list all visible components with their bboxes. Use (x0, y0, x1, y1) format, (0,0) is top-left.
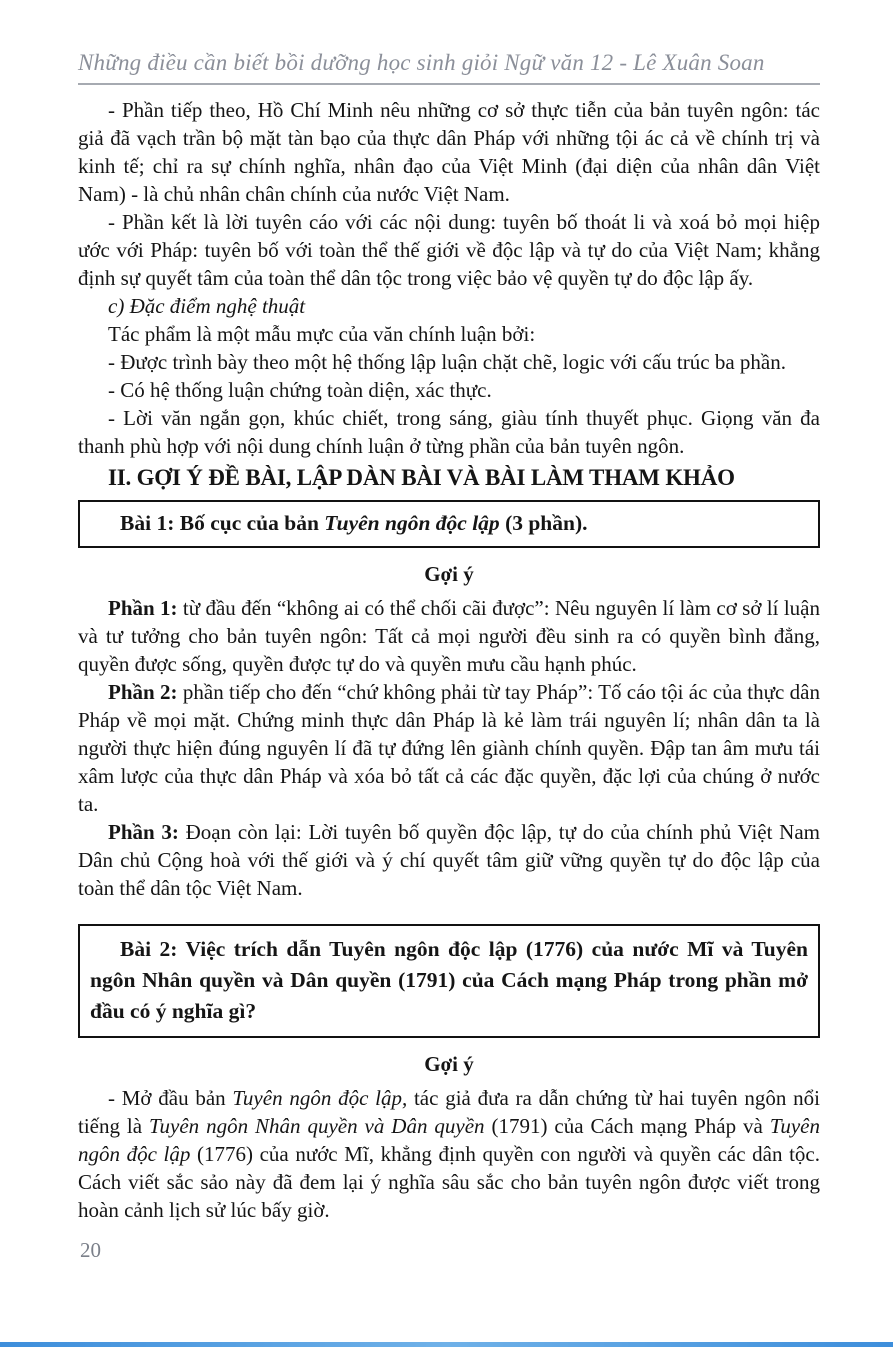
bullet-style: - Lời văn ngắn gọn, khúc chiết, trong sáng, giàu tính thuyết phục. Giọng văn đa thanh phù hợp với nội dung chính luận ở từng phần của bản tuyên ngôn. (78, 406, 820, 458)
paragraph-intro-line: Tác phẩm là một mẫu mực của văn chính luận bởi: (108, 322, 536, 346)
part-2-lead: Phần 2: (108, 680, 178, 704)
part-2-body: phần tiếp cho đến “chứ không phải từ tay Pháp”: Tố cáo tội ác của thực dân Pháp về mọi mặt. Chứng minh thực dân Pháp là kẻ làm trái nguyên lí; nhân dân ta là người thực hiện đúng nguyên lí đã tự đứng lên giành chính quyền. Đập tan âm mưu tái xâm lược của thực dân Pháp và xóa bỏ tất cả các đặc quyền, đặc lợi của chúng ở nước ta. (78, 680, 820, 816)
answer-2-run-7: (1776) của nước Mĩ, khẳng định quyền con người và quyền các dân tộc. Cách viết sắc sảo này đã đem lại ý nghĩa sâu sắc cho bản tuyên ngôn được viết trong hoàn cảnh lịch sử lúc bấy giờ. (78, 1142, 821, 1222)
part-1-body: từ đầu đến “không ai có thể chối cãi được”: Nêu nguyên lí làm cơ sở lí luận và tư tưởng cho bản tuyên ngôn: Tất cả mọi người đều sinh ra có quyền bình đẳng, quyền được sống, quyền được tự do và quyền mưu cầu hạnh phúc. (78, 596, 820, 676)
exercise-1-run-3: (3 phần). (499, 511, 588, 535)
answer-2-title-2: Tuyên ngôn Nhân quyền và Dân quyền (149, 1114, 485, 1138)
answer-2-title-1: Tuyên ngôn độc lập, (232, 1086, 408, 1110)
paragraph-basis-practical: - Phần tiếp theo, Hồ Chí Minh nêu những cơ sở thực tiễn của bản tuyên ngôn: tác giả đã vạch trần bộ mặt tàn bạo của thực dân Pháp với những tội ác cả về chính trị và kinh tế; chỉ ra sự chính nghĩa, nhân đạo của Việt Minh (đại diện của nhân dân Việt Nam) - là chủ nhân chân chính của nước Việt Nam. (78, 98, 820, 206)
answer-2-title-3: Tuyên ngôn độc lập (78, 1114, 820, 1166)
exercise-2-text: Bài 2: Việc trích dẫn Tuyên ngôn độc lập (1776) của nước Mĩ và Tuyên ngôn Nhân quyền và Dân quyền (1791) của Cách mạng Pháp trong phần mở đầu có ý nghĩa gì? (90, 937, 808, 1023)
paragraph-conclusion: - Phần kết là lời tuyên cáo với các nội dung: tuyên bố thoát li và xoá bỏ mọi hiệp ước với Pháp: tuyên bố với toàn thể thế giới về độc lập và tự do của Việt Nam; khẳng định sự quyết tâm của toàn thể dân tộc trong việc bảo vệ quyền tự do độc lập ấy. (78, 210, 820, 290)
exercise-1-text (90, 508, 808, 539)
bullet-structure: - Được trình bày theo một hệ thống lập luận chặt chẽ, logic với cấu trúc ba phần. (108, 350, 786, 374)
bullet-evidence: - Có hệ thống luận chứng toàn diện, xác thực. (108, 378, 492, 402)
page-number: 20 (80, 1238, 101, 1262)
answer-2-run-3: tác giả đưa ra dẫn chứng từ hai tuyên ngôn nổi tiếng là (78, 1086, 820, 1138)
running-header-title: Những điều cần biết bồi dưỡng học sinh giỏi Ngữ văn 12 - Lê Xuân Soan (78, 50, 765, 75)
part-3-lead: Phần 3: (108, 820, 179, 844)
hint-heading-2: Gợi ý (424, 1052, 474, 1076)
section-heading-2: II. GỢI Ý ĐỀ BÀI, LẬP DÀN BÀI VÀ BÀI LÀM THAM KHẢO (108, 465, 735, 490)
subheading-art-features: c) Đặc điểm nghệ thuật (108, 294, 306, 318)
bottom-accent-bar (0, 1342, 893, 1347)
exercise-1-run-1: Bài 1: Bố cục của bản (120, 511, 325, 535)
body-text (78, 96, 820, 1224)
answer-2-run-5: (1791) của Cách mạng Pháp và (484, 1114, 770, 1138)
part-1-lead: Phần 1: (108, 596, 178, 620)
paragraph-part-3 (78, 818, 820, 902)
paragraph-part-2 (78, 678, 820, 818)
running-header (78, 50, 820, 85)
paragraph-part-1 (78, 594, 820, 678)
answer-2-run-1: - Mở đầu bản (108, 1086, 233, 1110)
exercise-1-box (78, 500, 820, 548)
hint-heading-1: Gợi ý (424, 562, 474, 586)
paragraph-answer-2 (78, 1084, 820, 1224)
part-3-body: Đoạn còn lại: Lời tuyên bố quyền độc lập, tự do của chính phủ Việt Nam Dân chủ Cộng hoà với thế giới và ý chí quyết tâm giữ vững quyền tự do độc lập của toàn thể dân tộc Việt Nam. (78, 820, 820, 900)
exercise-1-title-italic: Tuyên ngôn độc lập (324, 511, 500, 535)
exercise-2-box (78, 924, 820, 1038)
